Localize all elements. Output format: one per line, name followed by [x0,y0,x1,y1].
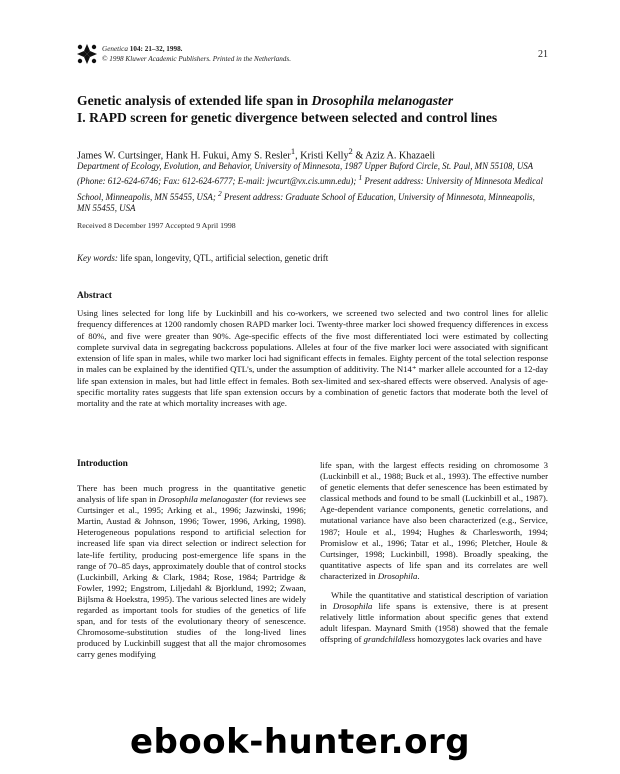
intro-p1-cont-end: . [417,570,420,581]
affiliation-main: Department of Ecology, Evolution, and Behavior, University of Minnesota, 1987 Upper Buford Circle, St. Paul, MN 55108, USA (Phone: 612-624-6746; Fax: 612-624-6777; E-mail: jwcurt@vx.cis.umn.edu); [77,161,533,187]
affiliation [77,161,547,214]
abstract-heading: Abstract [77,291,112,301]
present-address-2: Present address: Graduate School of Education, University of Minnesota, Minneapolis, MN 55455, USA [77,191,535,213]
intro-p1-cont-text: life span, with the largest effects residing on chromosome 3 (Luckinbill et al., 1988; Buck et al., 1993). The effective number of genetic elements that defer senescence has been estimated by classical methods and found to be small (Luckinbill et al., 1987). Age-dependent variance components, genetic correlations, and mutational variance have also been characterized (e.g., Service, 1987; Houle et al., 1994; Hughes & Charlesworth, 1994; Promislow et al., 1996; Tatar et al., 1996; Pletcher, Houle & Curtsinger, 1998; Luckinbill, 1998). Broadly speaking, the quantitative aspects of life span and its correlates are well characterized in [320,460,548,581]
author-sup-2: 2 [348,146,353,156]
intro-p1-text-a: There has been much progress in the quantitative genetic analysis of life span in [77,483,306,505]
intro-paragraph-1 [77,483,306,661]
intro-paragraph-1-cont [320,460,548,582]
received-dates: Received 8 December 1997 Accepted 9 April 1998 [77,221,236,230]
intro-p2-species: Drosophila [332,601,373,612]
abstract-text: Using lines selected for long life by Luckinbill and his co-workers, we screened two selected and two control lines for allelic frequency differences at 1200 randomly chosen RAPD marker loci. Twenty-three marker loci showed frequency differences in excess of 80%, and five were greater than 90%. Age-specific effects of the five most differentiated loci were estimated by collecting complete survival data in segregating backcross populations. Alleles at four of the five marker loci were associated with significant extension of life span in males, while two marker loci had significant effects in females. Eighty percent of the total selection response in males can be explained by the identified QTL's, under the assumption of additivity. The N14⁺ marker allele accounted for a 12-day life span extension in males, but had little effect in females. Both sex-limited and sex-shared effects were observed. Analysis of age-specific mortality rates suggests that life span extension occurs by a combination of genetic factors that moderate both the level of mortality and the rate at which mortality increases with age. [77,308,548,409]
intro-p2-text-a: While the quantitative and statistical description of variation in [320,590,548,612]
title-line1: Genetic analysis of extended life span in [77,93,312,108]
intro-right-column [320,460,548,646]
author-sup-1: 1 [290,146,296,156]
journal-ref: 104: 21–32, 1998. [129,45,183,53]
watermark: ebook-hunter.org [130,722,471,762]
intro-p1-cont-species: Drosophila [377,570,418,581]
author-group-2: , Kristi Kelly [295,150,349,162]
copyright-line: © 1998 Kluwer Academic Publishers. Printed in the Netherlands. [102,55,291,63]
intro-p2-gene: grandchildless [363,634,416,645]
title-species: Drosophila melanogaster [311,93,454,108]
affiliation-sup-1: 1 [358,173,363,183]
publisher-logo-icon [76,43,98,65]
author-group-3: & Aziz A. Khazaeli [352,150,436,162]
affiliation-sup-2: 2 [218,188,222,198]
intro-p2-text-b: life spans is extensive, there is at present relatively little information about specific genes that extend adult lifespan. Maynard Smith (1958) showed that the female offspring of [320,601,548,645]
author-list [77,145,547,162]
intro-p2-text-c: homozygotes lack ovaries and have [415,634,542,645]
journal-citation [102,44,291,64]
intro-paragraph-2 [320,590,548,645]
title-line2: I. RAPD screen for genetic divergence between selected and control lines [77,109,498,125]
paper-title [77,93,547,126]
keywords-text: life span, longevity, QTL, artificial selection, genetic drift [117,253,329,263]
intro-p1-species: Drosophila melanogaster [158,494,248,505]
keywords [77,253,547,263]
author-group-1: James W. Curtsinger, Hank H. Fukui, Amy S. Resler [77,150,291,162]
keywords-label: Key words: [77,253,118,263]
intro-p1-text-b: (for reviews see Curtsinger et al., 1995; Arking et al., 1996; Jazwinski, 1996; Martin, Austad & Johnson, 1996; Tower, 1996, Arking, 1998). Heterogeneous populations respond to artificial selection for increased life span via direct selection or indirect selection for late-life fertility, producing post-emergence life spans in the range of 70–85 days, approximately double that of control stocks (Luckinbill, Arking & Clark, 1984; Rose, 1984; Partridge & Fowler, 1992; Engstrom, Liljedahl & Bjorklund, 1992; Zwaan, Bijlsma & Hoekstra, 1995). The various selected lines are widely regarded as important tools for studies of the genetics of life span, and for tests of the evolutionary theory of senescence. Chromosome-substitution studies of the long-lived lines produced by Luckinbill suggest that all the major chromosomes carry genes modifying [77,494,306,660]
present-address-1: Present address: University of Minnesota Medical School, Minneapolis, MN 55455, USA; [77,176,543,202]
journal-name: Genetica [102,45,128,53]
page-number: 21 [538,49,548,60]
introduction-heading: Introduction [77,459,128,469]
intro-left-column [77,483,306,661]
